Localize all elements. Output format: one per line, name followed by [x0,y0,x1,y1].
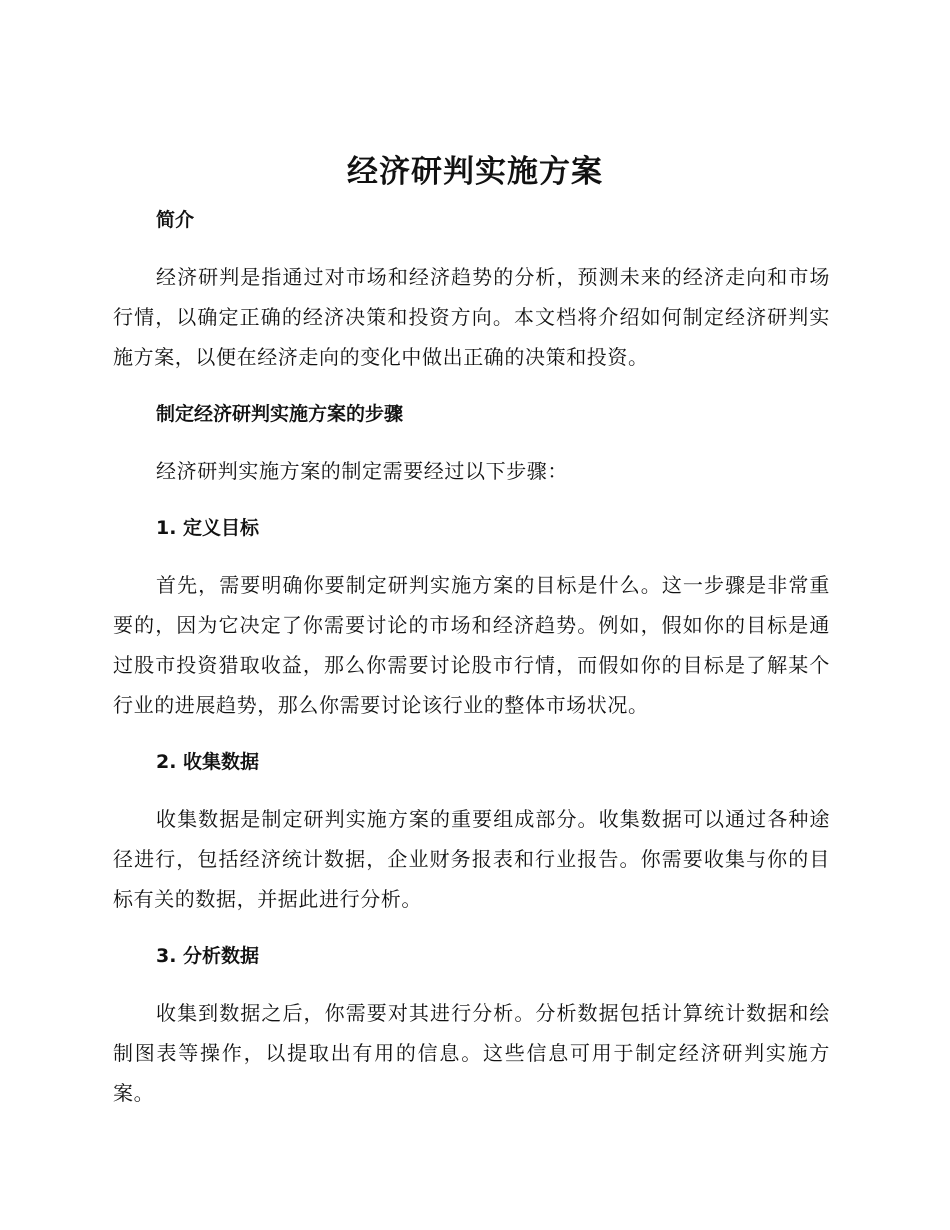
section-analyze-data [113,936,830,1113]
section-heading: 3. 分析数据 [156,945,260,967]
section-paragraph: 经济研判实施方案的制定需要经过以下步骤： [156,459,568,483]
section-intro [113,200,830,377]
document-title: 经济研判实施方案 [347,154,603,190]
section-collect-data [113,742,830,919]
section-paragraph: 收集数据是制定研判实施方案的重要组成部分。收集数据可以通过各种途径进行，包括经济统计数据，企业财务报表和行业报告。你需要收集与你的目标有关的数据，并据此进行分析。 [113,807,830,911]
section-heading: 简介 [156,209,195,231]
section-steps [113,394,830,491]
section-paragraph: 收集到数据之后，你需要对其进行分析。分析数据包括计算统计数据和绘制图表等操作，以提取出有用的信息。这些信息可用于制定经济研判实施方案。 [113,1001,830,1105]
section-heading: 1. 定义目标 [156,517,260,539]
section-heading: 2. 收集数据 [156,751,260,773]
section-paragraph: 首先，需要明确你要制定研判实施方案的目标是什么。这一步骤是非常重要的，因为它决定了你需要讨论的市场和经济趋势。例如，假如你的目标是通过股市投资猎取收益，那么你需要讨论股市行情，而假如你的目标是了解某个行业的进展趋势，那么你需要讨论该行业的整体市场状况。 [113,573,830,717]
section-paragraph: 经济研判是指通过对市场和经济趋势的分析，预测未来的经济走向和市场行情，以确定正确的经济决策和投资方向。本文档将介绍如何制定经济研判实施方案，以便在经济走向的变化中做出正确的决策和投资。 [113,265,830,369]
section-heading: 制定经济研判实施方案的步骤 [156,403,404,425]
section-define-goal [113,508,830,725]
document-body [113,200,830,1113]
